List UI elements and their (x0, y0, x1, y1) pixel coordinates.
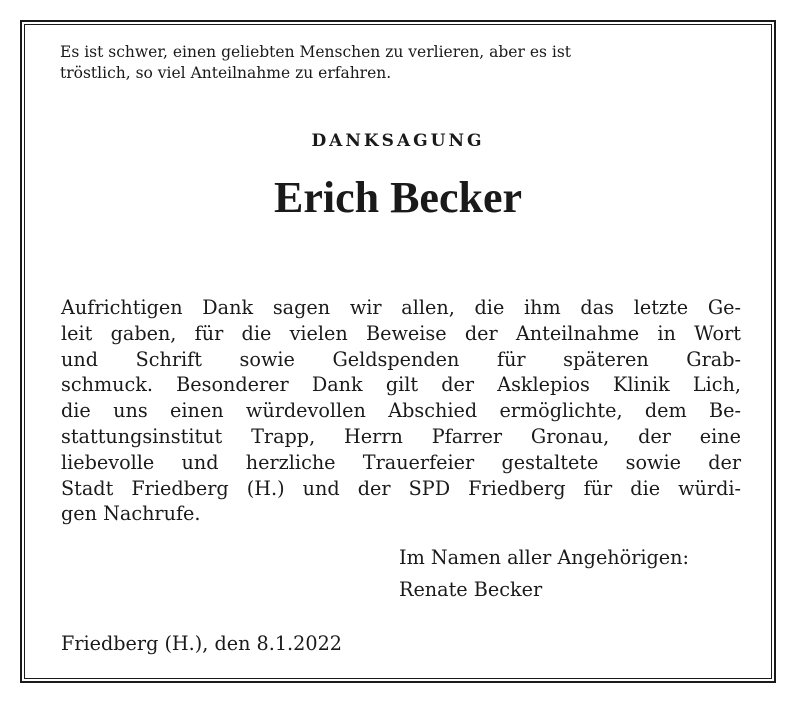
notice-frame (20, 20, 776, 683)
body-line: schmuck. Besonderer Dank gilt der Asklepios Klinik Lich, (61, 373, 741, 397)
body-line: leit gaben, für die vielen Beweise der Anteilnahme in Wort (61, 321, 741, 345)
notice-heading: DANKSAGUNG (311, 131, 485, 151)
thanks-body (61, 295, 741, 527)
deceased-name: Erich Becker (273, 173, 523, 222)
body-line: stattungsinstitut Trapp, Herrn Pfarrer Gronau, der eine (61, 424, 741, 448)
motto-text (60, 42, 700, 84)
motto-line: Es ist schwer, einen geliebten Menschen zu verlieren, aber es ist (60, 43, 572, 61)
body-line: Stadt Friedberg (H.) und der SPD Friedberg für die würdi- (61, 476, 741, 500)
body-line: und Schrift sowie Geldspenden für späteren Grab- (61, 347, 741, 371)
body-line: Aufrichtigen Dank sagen wir allen, die ihm das letzte Ge- (61, 296, 741, 319)
signature-intro: Im Namen aller Angehörigen: (399, 546, 689, 569)
body-line: gen Nachrufe. (61, 502, 201, 526)
body-line: liebevolle und herzliche Trauerfeier gestaltete sowie der (61, 450, 741, 474)
motto-line: tröstlich, so viel Anteilnahme zu erfahren. (60, 64, 392, 82)
signature-block (399, 542, 689, 606)
signature-name: Renate Becker (399, 578, 543, 601)
body-line: die uns einen würdevollen Abschied ermöglichte, dem Be- (61, 399, 741, 423)
place-date: Friedberg (H.), den 8.1.2022 (61, 632, 342, 655)
